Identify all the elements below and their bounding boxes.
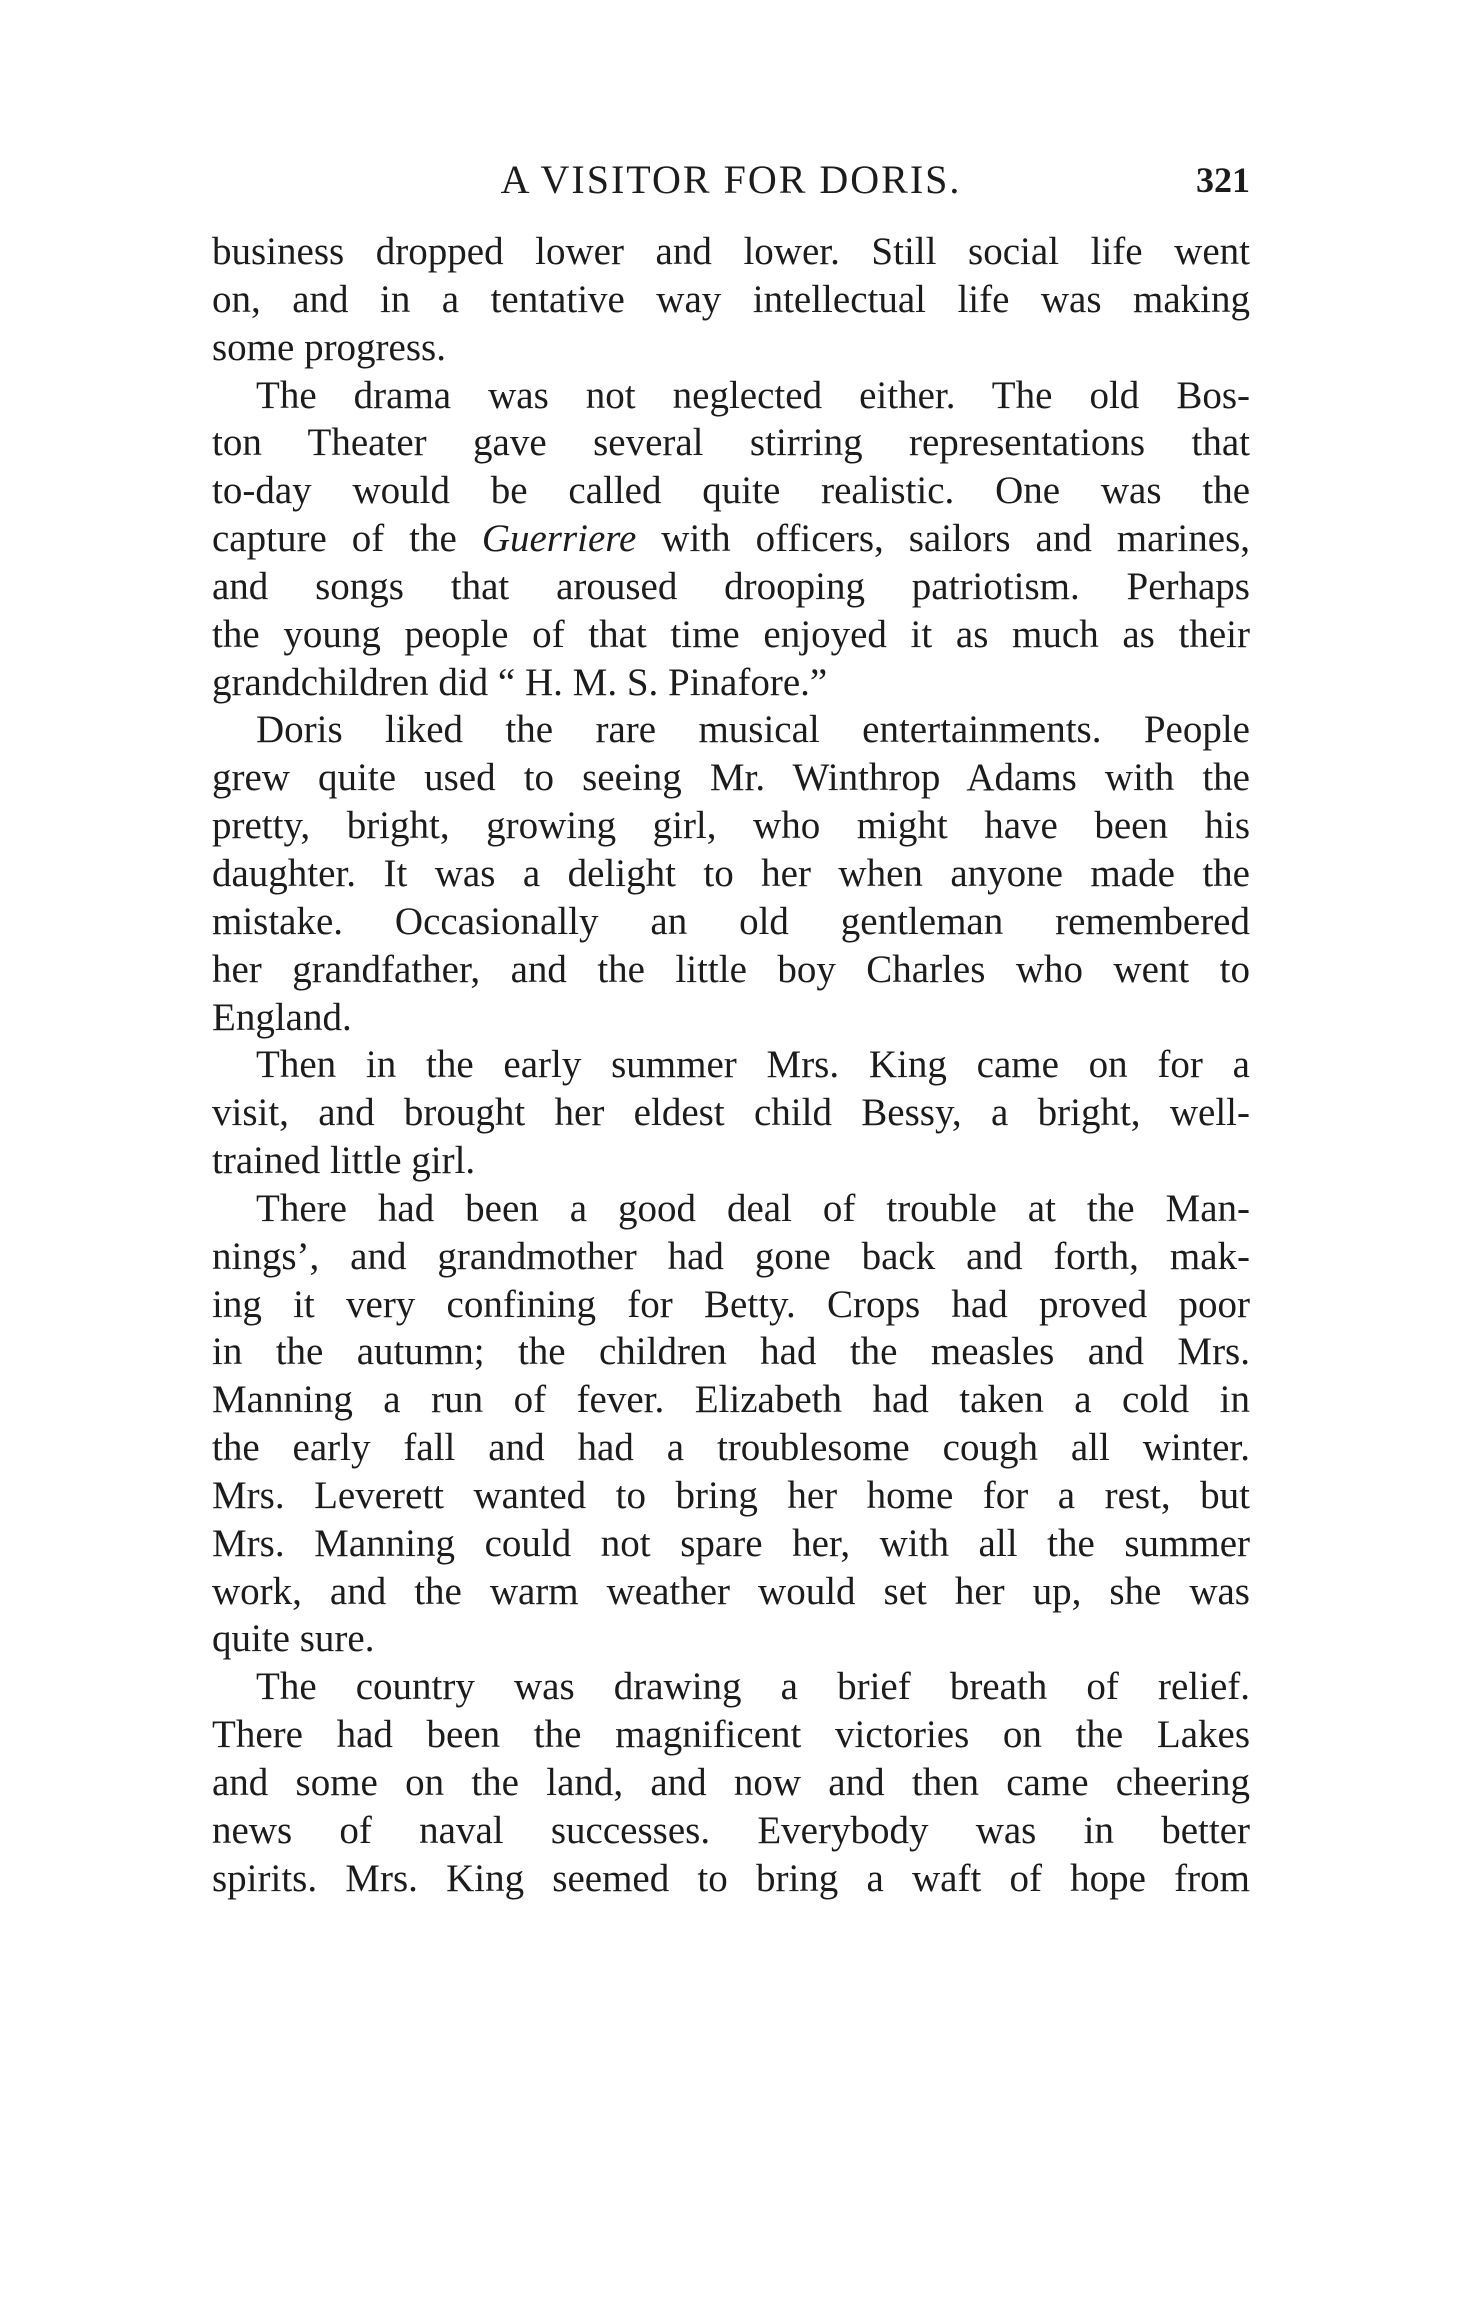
ship-name-italic: Guerriere [481, 517, 637, 561]
text-line: pretty, bright, growing girl, who might have been his [212, 804, 1250, 848]
text-line: The country was drawing a brief breath of relief. [256, 1665, 1250, 1709]
text-line: and some on the land, and now and then came cheering [212, 1761, 1250, 1804]
text-line: work, and the warm weather would set her up, she was [212, 1569, 1250, 1613]
text-line: to-day would be called quite realistic. One was the [212, 469, 1250, 513]
text-line: trained little girl. [212, 1139, 476, 1183]
text-line: the young people of that time enjoyed it as much as their [212, 612, 1250, 656]
text-line: the early fall and had a troublesome cough all winter. [212, 1426, 1250, 1470]
text-line: Then in the early summer Mrs. King came on for a [256, 1043, 1250, 1087]
text-line: mistake. Occasionally an old gentleman remembered [212, 899, 1250, 943]
text-line: grew quite used to seeing Mr. Winthrop Adams with the [212, 756, 1250, 800]
text-line: Mrs. Manning could not spare her, with all the summer [212, 1521, 1250, 1565]
text-line: Manning a run of fever. Elizabeth had taken a cold in [212, 1378, 1250, 1422]
text-line: in the autumn; the children had the measles and Mrs. [212, 1330, 1250, 1374]
text-line: nings’, and grandmother had gone back and forth, mak- [212, 1234, 1250, 1278]
text-line: some progress. [212, 325, 446, 369]
body-text [212, 228, 1250, 1903]
text-line: quite sure. [212, 1617, 375, 1661]
text-line: England. [212, 995, 352, 1039]
page-number: 321 [1196, 160, 1250, 200]
text-line: daughter. It was a delight to her when anyone made the [212, 851, 1250, 895]
text-line: and songs that aroused drooping patriotism. Perhaps [212, 564, 1250, 608]
text-line [212, 515, 1250, 563]
text-line: visit, and brought her eldest child Bessy, a bright, well- [212, 1091, 1250, 1135]
text-segment: with officers, sailors and marines, [636, 517, 1250, 561]
text-line: There had been a good deal of trouble at the Man- [256, 1186, 1250, 1230]
text-line: Mrs. Leverett wanted to bring her home for a rest, but [212, 1473, 1250, 1517]
text-segment: capture of the [212, 517, 482, 561]
text-line: spirits. Mrs. King seemed to bring a waft of hope from [212, 1856, 1250, 1900]
text-line: Doris liked the rare musical entertainments. People [256, 708, 1250, 752]
text-line: ton Theater gave several stirring representations that [212, 421, 1250, 465]
text-line: There had been the magnificent victories on the Lakes [212, 1713, 1250, 1757]
text-line: The drama was not neglected either. The old Bos- [256, 373, 1250, 417]
text-line: business dropped lower and lower. Still social life went [212, 230, 1250, 273]
running-head [212, 150, 1250, 210]
text-line: on, and in a tentative way intellectual life was making [212, 277, 1250, 321]
text-line: grandchildren did “ H. M. S. Pinafore.” [212, 660, 828, 704]
text-line: her grandfather, and the little boy Charles who went to [212, 947, 1250, 991]
text-line: ing it very confining for Betty. Crops had proved poor [212, 1282, 1250, 1326]
text-line: news of naval successes. Everybody was in better [212, 1808, 1250, 1852]
running-title: A VISITOR FOR DORIS. [500, 157, 962, 202]
